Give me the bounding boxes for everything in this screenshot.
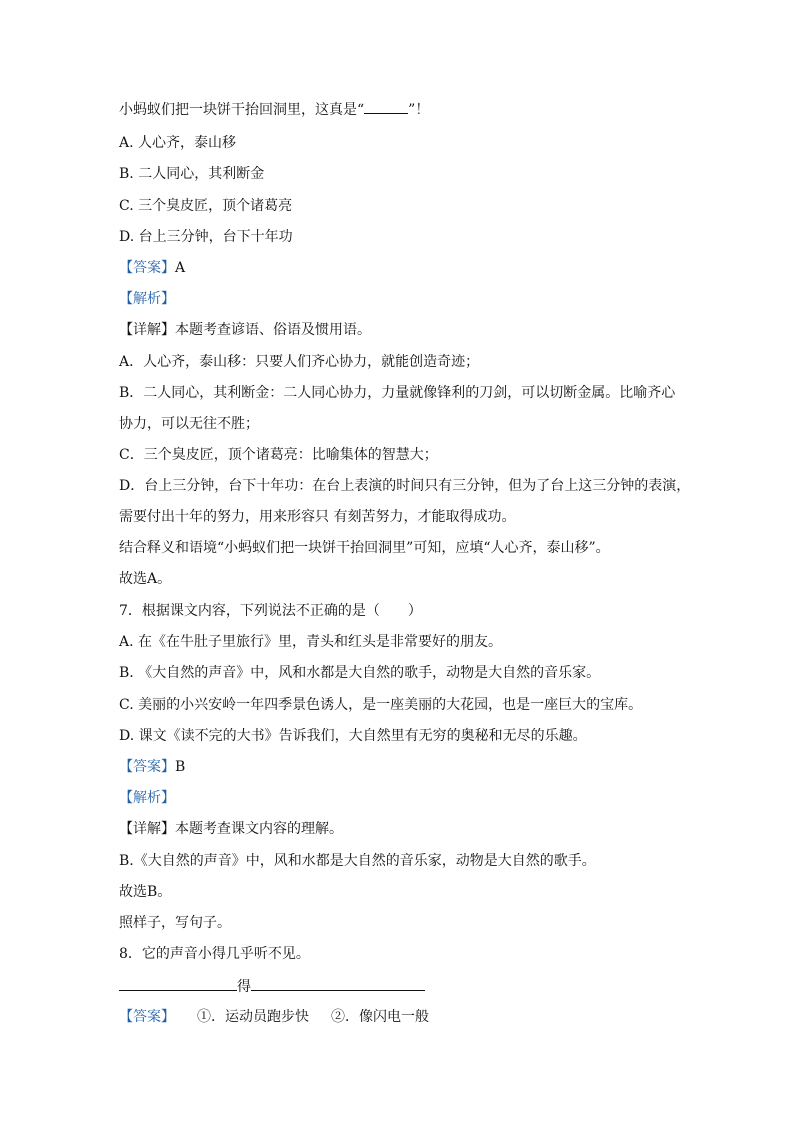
q6-explanation-d: D．台上三分钟，台下十年功：在台上表演的时间只有三分钟，但为了台上这三分钟的表演， xyxy=(119,478,691,494)
q8-fill-line xyxy=(119,976,679,997)
q6-option-c: C. 三个臭皮匠，顶个诸葛亮 xyxy=(119,198,293,214)
q7-detail-tag: 【详解】 xyxy=(119,821,175,837)
q6-conclusion: 结合释义和语境“小蚂蚁们把一块饼干抬回洞里”可知，应填“人心齐，泰山移”。 xyxy=(119,540,610,556)
q6-explanation-b-cont: 协力，可以无往不胜； xyxy=(119,416,259,432)
q6-choice: 故选A。 xyxy=(119,571,172,587)
q7-option-c: C. 美丽的小兴安岭一年四季景色诱人，是一座美丽的大花园，也是一座巨大的宝库。 xyxy=(119,697,643,713)
q6-detail-intro: 本题考查谚语、俗语及惯用语。 xyxy=(175,322,371,338)
q6-explanation-d-cont: 需要付出十年的努力，用来形容只 有刻苦努力，才能取得成功。 xyxy=(119,509,516,525)
q7-option-b: B. 《大自然的声音》中，风和水都是大自然的歌手，动物是大自然的音乐家。 xyxy=(119,665,601,681)
q8-blank-1 xyxy=(119,976,237,991)
q6-detail-tag: 【详解】 xyxy=(119,322,175,338)
q6-detail xyxy=(119,320,679,340)
q7-detail-intro: 本题考查课文内容的理解。 xyxy=(175,821,343,837)
q6-option-b: B. 二人同心，其利断金 xyxy=(119,166,265,182)
q7-stem: 7．根据课文内容，下列说法不正确的是（ ） xyxy=(119,603,422,619)
q6-stem-after: ”！ xyxy=(408,102,430,118)
q7-detail xyxy=(119,819,679,839)
q7-choice: 故选B。 xyxy=(119,884,172,900)
q8-middle-word: 得 xyxy=(237,979,251,995)
q6-explanation-c: C．三个臭皮匠，顶个诸葛亮：比喻集体的智慧大； xyxy=(119,447,438,463)
q7-option-a: A. 在《在牛肚子里旅行》里，青头和红头是非常要好的朋友。 xyxy=(119,634,503,650)
q6-explanation-b: B．二人同心，其利断金：二人同心协力，力量就像锋利的刀剑，可以切断金属。比喻齐心 xyxy=(119,385,676,401)
q8-answer-tag: 【答案】 xyxy=(119,1009,175,1025)
q7-option-d: D. 课文《读不完的大书》告诉我们，大自然里有无穷的奥秘和无尽的乐趣。 xyxy=(119,728,587,744)
q6-stem-before: 小蚂蚁们把一块饼干抬回洞里，这真是“ xyxy=(119,102,365,118)
q6-answer-tag: 【答案】 xyxy=(119,260,175,276)
q6-answer-value: A xyxy=(175,260,186,276)
q6-analysis-tag: 【解析】 xyxy=(119,291,175,307)
q7-explanation-b: B.《大自然的声音》中，风和水都是大自然的音乐家，动物是大自然的歌手。 xyxy=(119,853,596,869)
q8-answer-part2: ②．像闪电一般 xyxy=(331,1009,429,1025)
q8-blank-2 xyxy=(251,976,425,991)
q7-answer xyxy=(119,757,679,777)
q6-explanation-a: A．人心齐，泰山移：只要人们齐心协力，就能创造奇迹； xyxy=(119,354,480,370)
q8-answer-part1: ①．运动员跑步快 xyxy=(197,1009,309,1025)
q7-answer-value: B xyxy=(175,759,186,775)
q6-answer-blank xyxy=(364,101,408,114)
q7-answer-tag: 【答案】 xyxy=(119,759,175,775)
q6-answer xyxy=(119,258,679,278)
q8-answer xyxy=(119,1007,679,1027)
q6-option-a: A. 人心齐，泰山移 xyxy=(119,135,237,151)
q8-instruction: 照样子，写句子。 xyxy=(119,915,231,931)
q6-option-d: D. 台上三分钟，台下十年功 xyxy=(119,229,293,245)
q7-analysis-tag: 【解析】 xyxy=(119,790,175,806)
q6-stem xyxy=(119,100,679,120)
q8-stem: 8．它的声音小得几乎听不见。 xyxy=(119,946,310,962)
